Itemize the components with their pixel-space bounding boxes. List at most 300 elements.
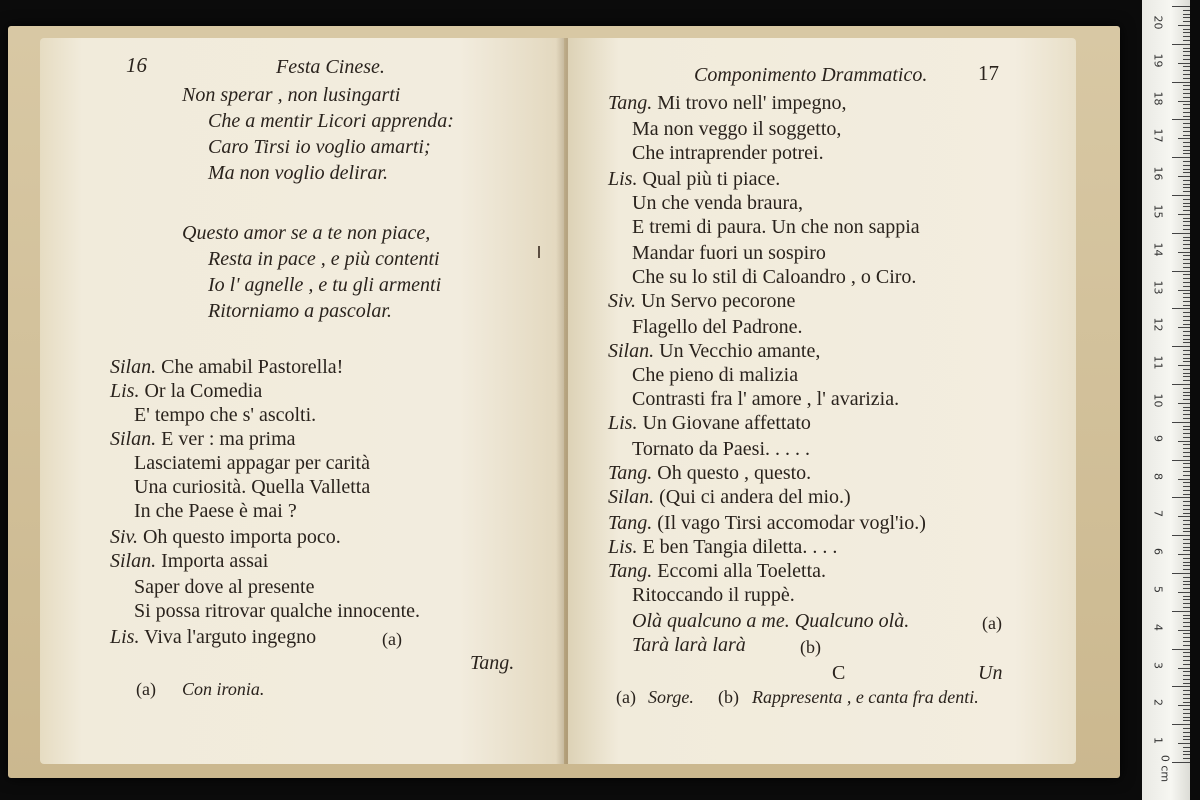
ruler-tick [1183,203,1190,204]
ruler-tick [1183,482,1190,483]
ruler-tick [1183,324,1190,325]
note-marker: (a) [982,613,1002,633]
verse-line: Caro Tirsi io voglio amarti; [208,136,431,158]
ruler-tick [1183,633,1190,634]
speaker: Siv. [608,290,636,312]
ruler-tick [1183,331,1190,332]
footnote-marker: (a) [136,679,156,699]
ruler-tick [1183,539,1190,540]
ruler-tick [1183,312,1190,313]
ruler-label: 2 [1151,699,1165,707]
ruler-tick [1183,36,1190,37]
ruler-tick [1183,683,1190,684]
ruler-tick [1183,392,1190,393]
ruler-tick [1183,675,1190,676]
ruler-tick [1183,74,1190,75]
ruler-tick [1183,342,1190,343]
ruler-tick [1183,191,1190,192]
ruler-tick [1183,369,1190,370]
ruler-tick [1178,365,1190,366]
ruler-tick [1183,255,1190,256]
signature-mark: C [832,662,846,684]
ruler-tick [1183,558,1190,559]
ruler-tick [1183,172,1190,173]
dialogue-line: Che intraprender potrei. [632,142,824,164]
dialogue-line [608,560,826,582]
ruler-tick [1183,51,1190,52]
footnote-text: Rappresenta , e canta fra denti. [752,687,979,707]
ruler-tick [1183,758,1190,759]
ruler-tick [1183,547,1190,548]
ruler-label: 3 [1151,661,1165,669]
dialogue-line: Mandar fuori un sospiro [632,242,826,264]
ruler-tick [1183,399,1190,400]
ruler-tick [1172,460,1190,461]
dialogue-line [110,626,316,648]
page-number: 17 [978,61,999,85]
ruler-label: 11 [1151,355,1165,370]
ruler-tick [1183,732,1190,733]
ruler-label: 17 [1151,128,1165,143]
ruler-tick [1172,44,1190,45]
ruler-tick [1183,664,1190,665]
ruler-tick [1183,456,1190,457]
ruler-tick [1183,221,1190,222]
dialogue-line [110,550,268,572]
ruler-tick [1183,433,1190,434]
dialogue-line [110,428,296,450]
ruler-tick [1183,146,1190,147]
dialogue-line [608,512,926,534]
ruler-tick [1178,252,1190,253]
ruler-tick [1183,660,1190,661]
dialogue-line: Una curiosità. Quella Valletta [134,476,371,498]
ruler-tick [1183,187,1190,188]
ruler-tick [1183,444,1190,445]
ruler-tick [1183,320,1190,321]
left-page [40,38,564,764]
catchword: Un [978,662,1003,684]
ruler-tick [1183,452,1190,453]
ruler-label: 15 [1151,204,1165,219]
speech: Oh questo , questo. [657,462,812,484]
note-marker: (a) [382,629,402,649]
ruler-tick [1183,728,1190,729]
speaker: Silan. [110,428,157,450]
ink-mark [538,246,540,258]
ruler-tick [1183,490,1190,491]
ruler-tick [1183,471,1190,472]
ruler-tick [1183,78,1190,79]
dialogue-line: Tornato da Paesi. . . . . [632,438,811,460]
verse-line: Ritorniamo a pascolar. [208,300,392,322]
ruler-tick [1178,554,1190,555]
ruler-tick [1172,686,1190,687]
ruler-tick [1183,603,1190,604]
speech: Viva l'arguto ingegno [144,626,317,648]
ruler-tick [1183,350,1190,351]
dialogue-line [608,168,780,190]
ruler-tick [1183,429,1190,430]
ruler-tick [1183,615,1190,616]
ruler-tick [1172,271,1190,272]
ruler-tick [1183,225,1190,226]
dialogue-line: E tremi di paura. Un che non sappia [632,216,920,238]
speaker: Lis. [608,168,638,190]
ruler-tick [1183,282,1190,283]
ruler-tick [1183,70,1190,71]
ruler-tick [1183,274,1190,275]
speaker: Tang. [608,92,653,114]
ruler-tick [1183,17,1190,18]
dialogue-line: Si possa ritrovar qualche innocente. [134,600,421,622]
dialogue-line [110,526,341,548]
ruler-tick [1183,380,1190,381]
page-number: 16 [126,53,147,77]
ruler-tick [1172,6,1190,7]
ruler-tick [1183,501,1190,502]
ruler-tick [1183,316,1190,317]
dialogue-line [608,412,811,434]
speech: (Il vago Tirsi accomodar vogl'io.) [657,512,926,534]
ruler-tick [1183,240,1190,241]
ruler-tick [1178,441,1190,442]
ruler-tick [1183,656,1190,657]
ruler-tick [1183,278,1190,279]
ruler-tick [1172,308,1190,309]
ruler-tick [1183,85,1190,86]
verse-line: Ma non voglio delirar. [208,162,388,184]
speaker: Lis. [608,536,638,558]
ruler-tick [1183,426,1190,427]
ruler-tick [1183,520,1190,521]
dialogue-line: Che su lo stil di Caloandro , o Ciro. [632,266,917,288]
ruler-tick [1183,259,1190,260]
ruler-tick [1183,335,1190,336]
ruler-tick [1183,395,1190,396]
speaker: Tang. [608,560,653,582]
ruler-tick [1183,153,1190,154]
note-marker: (b) [800,637,821,657]
ruler-tick [1183,358,1190,359]
ruler-tick [1172,573,1190,574]
ruler-tick [1183,301,1190,302]
ruler-tick [1172,762,1190,763]
ruler-tick [1178,592,1190,593]
ruler-tick [1178,290,1190,291]
ruler-tick [1183,89,1190,90]
ruler-tick [1183,618,1190,619]
speech: Oh questo importa poco. [142,526,341,548]
ruler-tick [1183,565,1190,566]
ruler-tick [1183,702,1190,703]
dialogue-line: E' tempo che s' ascolti. [134,404,317,426]
ruler-tick [1183,244,1190,245]
speech: Qual più ti piace. [642,168,781,190]
dialogue-line [608,462,811,484]
ruler-tick [1183,14,1190,15]
ruler-tick [1183,339,1190,340]
ruler-tick [1178,101,1190,102]
ruler-tick [1183,652,1190,653]
speaker: Tang. [608,462,653,484]
speaker: Lis. [110,626,140,648]
dialogue-line: Lasciatemi appagar per carità [134,452,370,474]
ruler-tick [1183,622,1190,623]
ruler-tick [1183,116,1190,117]
dialogue-line [608,92,846,114]
ruler-unit-label: 0 cm [1158,754,1172,783]
ruler-label: 7 [1151,510,1165,518]
dialogue-line [110,356,343,378]
speech: Or la Comedia [144,380,263,402]
speech: (Qui ci andera del mio.) [659,486,851,508]
ruler-tick [1183,180,1190,181]
verse-line: Non sperar , non lusingarti [182,84,401,106]
running-head: Festa Cinese. [276,56,385,78]
footnote-text: Con ironia. [182,679,265,699]
verse-line: Resta in pace , e più contenti [208,248,440,270]
ruler-tick [1183,199,1190,200]
ruler-tick [1183,210,1190,211]
ruler-tick [1183,388,1190,389]
dialogue-line [608,536,837,558]
ruler-tick [1183,736,1190,737]
speech: Un Vecchio amante, [659,340,821,362]
ruler-tick [1183,747,1190,748]
ruler-label: 13 [1151,280,1165,295]
dialogue-line [608,290,795,312]
ruler-label: 4 [1151,623,1165,631]
ruler-tick [1183,505,1190,506]
ruler-tick [1183,531,1190,532]
ruler-tick [1178,25,1190,26]
ruler-tick [1183,717,1190,718]
ruler-tick [1183,694,1190,695]
ruler-tick [1183,739,1190,740]
ruler-tick [1183,123,1190,124]
verse-line: Che a mentir Licori apprenda: [208,110,454,132]
ruler-tick [1178,479,1190,480]
ruler-tick [1183,475,1190,476]
stage-line: Olà qualcuno a me. Qualcuno olà. [632,610,910,632]
ruler-tick [1183,528,1190,529]
ruler-tick [1178,705,1190,706]
ruler-tick [1183,467,1190,468]
speech: Mi trovo nell' impegno, [657,92,847,114]
ruler-tick [1183,376,1190,377]
ruler-tick [1172,497,1190,498]
ruler-tick [1178,176,1190,177]
dialogue-line: Ma non veggo il soggetto, [632,118,842,140]
ruler-tick [1183,751,1190,752]
ruler-tick [1178,214,1190,215]
ruler-tick [1183,169,1190,170]
running-head: Componimento Drammatico. [694,64,928,86]
speech: Che amabil Pastorella! [161,356,344,378]
ruler-tick [1183,32,1190,33]
footnote-text: Sorge. [648,687,694,707]
ruler-label: 5 [1151,586,1165,593]
ruler-tick [1178,743,1190,744]
ruler-tick [1183,509,1190,510]
ruler-tick [1183,297,1190,298]
ruler-tick [1183,127,1190,128]
ruler-tick [1183,713,1190,714]
speaker: Silan. [608,486,655,508]
ruler-tick [1178,327,1190,328]
dialogue-line [608,340,820,362]
dialogue-line [110,380,262,402]
ruler-tick [1172,649,1190,650]
dialogue-line: Contrasti fra l' amore , l' avarizia. [632,388,900,410]
speaker: Tang. [608,512,653,534]
ruler-tick [1183,267,1190,268]
ruler-label: 20 [1151,15,1165,30]
dialogue-line: In che Paese è mai ? [134,500,297,522]
ruler-tick [1183,588,1190,589]
ruler-tick [1183,543,1190,544]
ruler-tick [1172,82,1190,83]
ruler-tick [1183,131,1190,132]
ruler-tick [1183,410,1190,411]
ruler-tick [1183,21,1190,22]
ruler-tick [1172,346,1190,347]
ruler-tick [1172,724,1190,725]
ruler-tick [1183,59,1190,60]
ruler-tick [1183,248,1190,249]
speaker: Siv. [110,526,138,548]
ruler-tick [1183,414,1190,415]
ruler-tick [1172,157,1190,158]
ruler-tick [1183,93,1190,94]
ruler-tick [1183,494,1190,495]
speech: E ben Tangia diletta. . . . [642,536,838,558]
ruler-tick [1183,698,1190,699]
speech: Importa assai [161,550,269,572]
ruler-tick [1183,599,1190,600]
footnote-marker: (a) [616,687,636,707]
measuring-ruler [1142,0,1190,800]
ruler-label: 16 [1151,166,1165,181]
ruler-label: 10 [1151,393,1165,408]
dialogue-line: Flagello del Padrone. [632,316,803,338]
ruler-tick [1183,40,1190,41]
ruler-tick [1172,195,1190,196]
ruler-label: 9 [1151,434,1165,442]
ruler-tick [1172,535,1190,536]
speaker: Silan. [608,340,655,362]
ruler-label: 14 [1151,242,1165,257]
ruler-tick [1183,305,1190,306]
ruler-tick [1183,448,1190,449]
ruler-tick [1183,286,1190,287]
speech: Eccomi alla Toeletta. [657,560,827,582]
ruler-tick [1183,596,1190,597]
ruler-tick [1183,607,1190,608]
ruler-tick [1183,150,1190,151]
ruler-tick [1183,263,1190,264]
ruler-tick [1183,463,1190,464]
speech: Un Servo pecorone [640,290,796,312]
ruler-tick [1183,97,1190,98]
ruler-tick [1183,645,1190,646]
ruler-tick [1183,584,1190,585]
ruler-tick [1183,569,1190,570]
speech: E ver : ma prima [161,428,296,450]
ruler-tick [1183,48,1190,49]
dialogue-line: Che pieno di malizia [632,364,799,386]
ruler-tick [1183,562,1190,563]
ruler-tick [1183,637,1190,638]
ruler-tick [1183,524,1190,525]
ruler-tick [1183,709,1190,710]
ruler-tick [1178,63,1190,64]
ruler-tick [1183,55,1190,56]
dialogue-line: Ritoccando il ruppè. [632,584,795,606]
ruler-tick [1183,112,1190,113]
ruler-tick [1183,165,1190,166]
footnote-marker: (b) [718,687,739,707]
ruler-tick [1183,161,1190,162]
ruler-tick [1183,581,1190,582]
ruler-tick [1183,690,1190,691]
dialogue-line: Saper dove al presente [134,576,315,598]
speech: Un Giovane affettato [642,412,811,434]
ruler-tick [1183,577,1190,578]
ruler-tick [1183,354,1190,355]
ruler-tick [1183,720,1190,721]
ruler-tick [1183,229,1190,230]
ruler-label: 19 [1151,53,1165,68]
ruler-tick [1183,407,1190,408]
ruler-tick [1183,218,1190,219]
ruler-tick [1183,104,1190,105]
ruler-tick [1183,184,1190,185]
ruler-tick [1183,671,1190,672]
ruler-tick [1183,293,1190,294]
ruler-tick [1178,668,1190,669]
ruler-tick [1183,135,1190,136]
ruler-tick [1178,403,1190,404]
ruler-tick [1172,422,1190,423]
ruler-label: 18 [1151,91,1165,106]
ruler-tick [1183,550,1190,551]
ruler-tick [1183,418,1190,419]
ruler-label: 12 [1151,317,1165,332]
ruler-tick [1183,142,1190,143]
ruler-label: 1 [1151,737,1165,745]
ruler-tick [1183,361,1190,362]
verse-line: Questo amor se a te non piace, [182,222,431,244]
ruler-tick [1172,611,1190,612]
speaker: Lis. [608,412,638,434]
catchword: Tang. [470,652,515,674]
ruler-tick [1172,384,1190,385]
ruler-tick [1183,641,1190,642]
right-page [568,38,1076,764]
ruler-tick [1183,206,1190,207]
ruler-tick [1183,437,1190,438]
ruler-label: 6 [1151,548,1165,556]
ruler-tick [1183,66,1190,67]
ruler-tick [1178,516,1190,517]
ruler-tick [1172,233,1190,234]
speaker: Lis. [110,380,140,402]
ruler-tick [1183,373,1190,374]
speaker: Silan. [110,550,157,572]
ruler-label: 8 [1151,472,1165,480]
